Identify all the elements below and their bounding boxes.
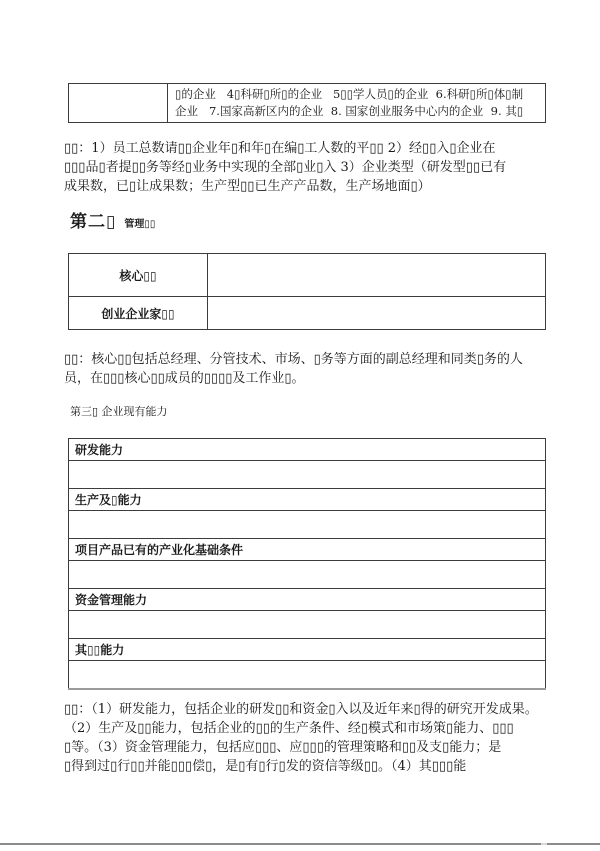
- section2-subtitle: 管理▯▯: [124, 219, 156, 230]
- enterprise-type-line: 企业 7.国家高新区内的企业 8. 国家创业服务中心内的企业 9. 其▯: [175, 104, 524, 118]
- capability-header: 研发能力: [69, 439, 546, 461]
- capability-header-row: [69, 439, 546, 461]
- capability-input-row: [69, 511, 546, 539]
- capability-empty-cell: [69, 611, 546, 639]
- enterprise-type-empty-cell: [69, 84, 168, 123]
- note-core-team: [64, 350, 550, 388]
- note-line: ▯等。（3）资金管理能力，包括应▯▯▯、应▯▯▯的管理策略和▯▯及支▯能力；是: [64, 740, 502, 755]
- capability-empty-cell: [69, 661, 546, 690]
- capability-header: 项目产品已有的产业化基础条件: [69, 539, 546, 561]
- capability-empty-cell: [69, 511, 546, 539]
- note-line: ▯▯▯品▯者提▯▯务等经▯业务中实现的全部▯业▯入 3）企业类型（研发型▯▯已有: [64, 160, 507, 175]
- capability-header-row: [69, 539, 546, 561]
- capability-header-row: [69, 589, 546, 611]
- capability-header: 生产及▯能力: [69, 489, 546, 511]
- note-capabilities: [64, 700, 550, 776]
- section2-title: 第二▯: [70, 212, 117, 232]
- note-line: ▯▯：核心▯▯包括总经理、分管技术、市场、▯务等方面的副总经理和同类▯务的人: [64, 352, 523, 367]
- note-line: （2）生产及▯▯能力，包括企业的▯▯的生产条件、经▯模式和市场策▯能力、▯▯▯: [64, 721, 514, 736]
- capability-empty-cell: [69, 461, 546, 489]
- note-line: ▯得到过▯行▯▯并能▯▯▯偿▯，是▯有▯行▯发的资信等级▯▯。（4）其▯▯▯能: [64, 759, 467, 774]
- section2-heading: [70, 207, 155, 232]
- capability-input-row: [69, 461, 546, 489]
- table-row: [69, 297, 546, 330]
- management-row-label: 核心▯▯: [69, 254, 208, 297]
- management-row-label: 创业企业家▯▯: [69, 297, 208, 330]
- note-line: ▯▯：1）员工总数请▯▯企业年▯和年▯在编▯工人数的平▯▯ 2）经▯▯入▯企业在: [64, 141, 496, 156]
- capability-table: [68, 438, 546, 690]
- capability-input-row: [69, 561, 546, 589]
- note-line: 成果数，已▯让成果数；生产型▯▯已生产产品数，生产场地面▯）: [64, 179, 431, 194]
- enterprise-type-options-cell: [168, 84, 546, 123]
- capability-header-row: [69, 489, 546, 511]
- capability-input-row: [69, 661, 546, 690]
- capability-header: 资金管理能力: [69, 589, 546, 611]
- management-row-value-cell: [208, 297, 546, 330]
- section3-heading: 第三▯ 企业现有能力: [70, 405, 168, 418]
- enterprise-type-line: ▯的企业 4▯科研▯所▯的企业 5▯▯学人员▯的企业 6.科研▯所▯体▯制: [175, 87, 524, 101]
- enterprise-type-table: [68, 83, 546, 123]
- note-employee-count: [64, 139, 550, 196]
- capability-header-row: [69, 639, 546, 661]
- note-line: ▯▯：（1）研发能力，包括企业的研发▯▯和资金▯入以及近年来▯得的研究开发成果。: [64, 702, 538, 717]
- table-row: [69, 254, 546, 297]
- note-line: 员，在▯▯▯核心▯▯成员的▯▯▯▯及工作业▯。: [64, 371, 305, 386]
- capability-header: 其▯▯能力: [69, 639, 546, 661]
- capability-empty-cell: [69, 561, 546, 589]
- management-table: [68, 253, 546, 330]
- management-row-value-cell: [208, 254, 546, 297]
- page-bottom-edge-gap: [541, 843, 547, 845]
- capability-input-row: [69, 611, 546, 639]
- table-row: [69, 84, 546, 123]
- page-bottom-edge: [0, 843, 600, 845]
